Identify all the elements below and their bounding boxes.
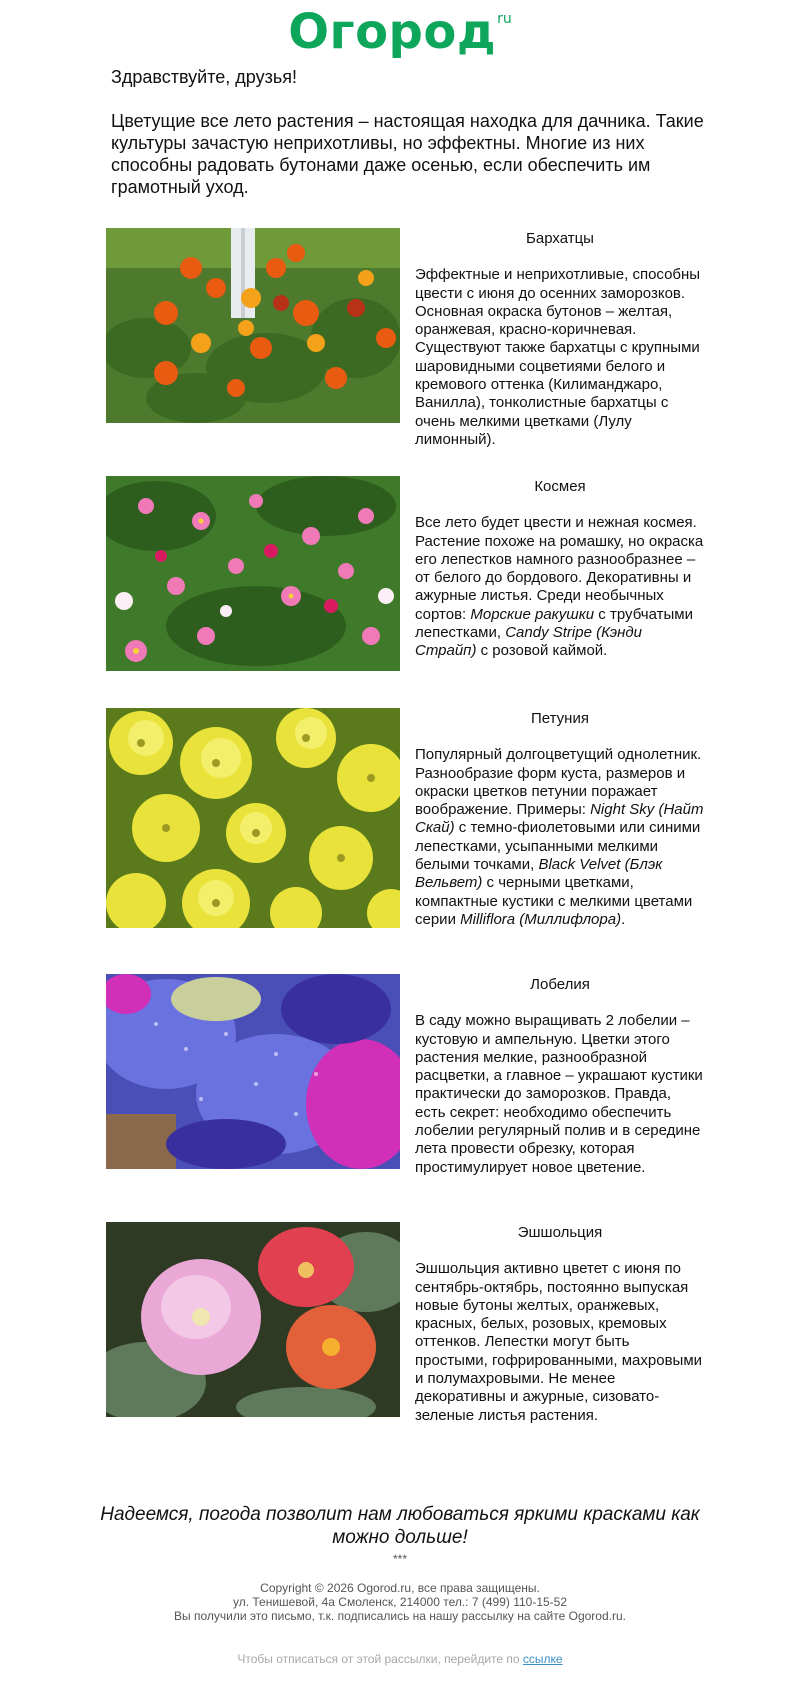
article-title: Лобелия [530,976,590,993]
article-eschscholzia [106,1222,703,1424]
variety-name: Candy Stripe (Кэнди Страйп) [415,624,643,660]
logo-wordmark: Огород [288,4,497,60]
article-description: В саду можно выращивать 2 лобелии – кустовую и ампельную. Цветки этого растения мелкие, разнообразной расцветки, а главное – украшают кустики практически до заморозков. Правда, есть секрет: необходимо обеспечить лобелии регулярный полив и в середине лета провести обрезку, которая простимулирует новое цветение. [415,1012,703,1176]
unsubscribe-text: Чтобы отписаться от этой рассылки, перейдите по [237,1652,523,1666]
article-marigold-text [415,230,705,449]
variety-name: Milliflora (Миллифлора) [460,910,622,928]
article-description: Эффектные и неприхотливые, способны цвести с июня до осенних заморозков. Основная окраска бутонов – желтая, оранжевая, красно-коричневая. Существуют также бархатцы с крупными шаровидными соцветиями белого и кремового оттенка (Килиманджаро, Ванилла), тонколистные бархатцы с очень мелкими цветками (Лулу лимонный). [415,266,701,448]
petunia-photo [106,708,400,928]
article-cosmos-text [415,478,705,661]
article-description: Эшшольция активно цветет с июня по сентябрь-октябрь, постоянно выпуская новые бутоны желтых, оранжевых, красных, белых, розовых, кремовых оттенков. Лепестки могут быть простыми, гофрированными, махровыми и полумахровыми. Не менее декоративны и ажурные, сизовато-зеленые листья растения. [415,1260,703,1424]
ogorod-logo[interactable] [0,6,800,58]
footer-subscription-reason: Вы получили это письмо, т.к. подписались на нашу рассылку на сайте Ogorod.ru. [174,1609,626,1623]
marigold-photo [106,228,400,423]
lobelia-photo [106,974,400,1169]
article-title: Эшшольция [517,1224,603,1241]
article-description: Все лето будет цвести и нежная космея. Растение похоже на ромашку, но окраска его лепестков намного разнообразнее – от белого до бордового. Декоративны и ажурные листья. Среди необычных сортов: Морские ракушки с трубчатыми лепестками, Candy Stripe (Кэнди Страйп) с розовой каймой. [415,514,704,660]
article-lobelia-text [415,976,705,1177]
article-petunia-text [415,710,705,929]
logo-ru-suffix: ru [497,11,512,27]
article-title: Бархатцы [526,230,594,247]
article-description: Популярный долгоцветущий однолетник. Разнообразие форм куста, размеров и окраски цветков петунии поражает воображение. Примеры: Night Sky (Найт Скай) с темно-фиолетовыми или синими лепестками, усыпанными мелкими белыми точками, Black Velvet (Блэк Вельвет) с черными цветками, компактные кустики с мелкими цветами серии Milliflora (Миллифлора). [415,746,704,928]
variety-name: Морские ракушки [470,605,595,623]
article-marigold [106,228,700,460]
intro-block [111,66,711,198]
footer-copyright: Copyright © 2026 Ogorod.ru, все права защищены. [260,1581,540,1595]
unsubscribe-link[interactable]: ссылке [522,1652,563,1666]
article-eschscholzia-text [415,1224,705,1425]
article-title: Космея [534,478,586,495]
article-lobelia [106,974,703,1204]
eschscholzia-photo [106,1222,400,1417]
footer-divider: *** [392,1552,407,1566]
closing-message: Надеемся, погода позволит нам любоваться яркими красками как можно дольше! [100,1504,700,1548]
intro-text: Цветущие все лето растения – настоящая находка для дачника. Такие культуры зачастую неприхотливы, но эффектны. Многие из них способны радовать бутонами даже осенью, если обеспечить им грамотный уход. [111,111,704,197]
article-cosmos [106,476,704,692]
variety-name: Night Sky (Найт Скай) [415,801,704,837]
variety-name: Black Velvet (Блэк Вельвет) [415,856,663,892]
article-petunia [106,708,704,960]
article-title: Петуния [531,710,589,727]
footer-address: ул. Тенишевой, 4а Смоленск, 214000 тел.: 7 (499) 110-15-52 [232,1595,568,1609]
cosmos-photo [106,476,400,671]
greeting: Здравствуйте, друзья! [111,67,297,87]
footer-unsubscribe [0,1652,800,1666]
